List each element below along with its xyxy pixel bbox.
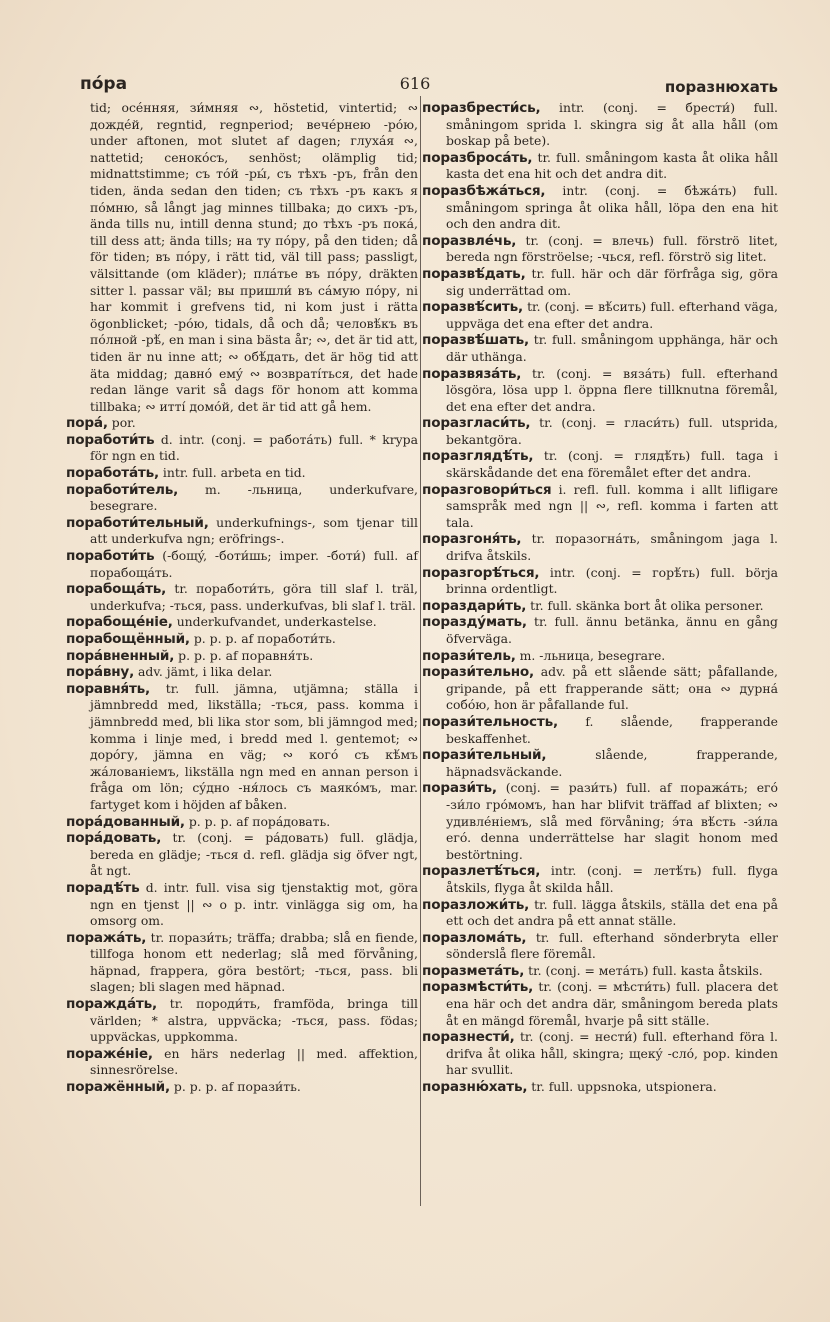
dictionary-entry bbox=[422, 366, 778, 416]
entry-definition: m. -льница, underkufvare, besegrare. bbox=[90, 481, 418, 514]
dictionary-entry bbox=[422, 415, 778, 448]
entry-definition: tr. (conj. = влечь) full. förströ litet, bereda ngn förströelse; -чься, refl. förströ sig litet. bbox=[446, 232, 778, 265]
entry-headword: поработи́ть bbox=[66, 548, 155, 565]
dictionary-entry bbox=[66, 548, 418, 581]
entry-headword: поражáть, bbox=[66, 929, 147, 946]
entry-definition: tr. full. uppsnoka, utspionera. bbox=[531, 1079, 717, 1095]
entry-definition: p. p. p. af поработи́ть. bbox=[193, 631, 336, 646]
right-column bbox=[422, 100, 778, 1096]
dictionary-entry bbox=[66, 681, 418, 814]
entry-definition: p. p. p. af порáдовать. bbox=[188, 813, 331, 829]
dictionary-entry bbox=[66, 1079, 418, 1096]
dictionary-entry bbox=[422, 531, 778, 564]
entry-definition: d. intr. full. visa sig tjenstaktig mot, göra ngn en tjenst || ∾ о p. intr. vinlägga sig om, ha omsorg om. bbox=[90, 879, 418, 929]
dictionary-entry bbox=[422, 897, 778, 930]
entry-headword: поразметáть, bbox=[422, 962, 525, 979]
entry-headword: поразбросáть, bbox=[422, 149, 533, 166]
dictionary-entry bbox=[422, 150, 778, 183]
page-header bbox=[0, 72, 830, 102]
entry-definition: (conj. = рази́ть) full. af поражáть; егó -зи́ло грóмомъ, han har blifvit träffad af blixten; ∾ удивлéніемъ, slå med förvåning; э́та вѣ́сть -зи́ла егó. denna underrättelse har slagit honom med bestörtning. bbox=[446, 780, 778, 862]
entry-definition: tr. full. jämna, utjämna; ställa i jämnbredd med, likställa; -ться, pass. komma i jämnbredd med, bli lika stor som, bli jämngod med; komma i linje med, i bredd med l. gentemot; ∾ дорóгу, jämna en väg; ∾ когó съ кѣ́мъ жáлованіемъ, likställa ngn med en annan person i fråga om lön; сýдно -ня́лось съ маякóмъ, mar. fartyget kom i höjden af båken. bbox=[90, 680, 418, 812]
entry-headword: пораждáть, bbox=[66, 996, 157, 1013]
entry-headword: поравня́ть, bbox=[66, 680, 150, 697]
dictionary-entry bbox=[422, 183, 778, 233]
entry-definition: tr. full. efterhand sönderbryta eller sönderslå flere föremål. bbox=[446, 929, 778, 962]
entry-headword: порáдовать, bbox=[66, 830, 162, 847]
entry-headword: поразгласи́ть, bbox=[422, 415, 531, 432]
entry-definition: tr. (conj. = метáть) full. kasta åtskils. bbox=[528, 962, 763, 978]
entry-headword: порази́ть, bbox=[422, 780, 497, 797]
entry-headword: поразвлéчь, bbox=[422, 232, 517, 249]
dictionary-entry bbox=[422, 233, 778, 266]
dictionary-entry bbox=[66, 664, 418, 681]
entry-headword: порабощённый, bbox=[66, 631, 190, 647]
dictionary-entry bbox=[422, 979, 778, 1029]
dictionary-entry bbox=[422, 299, 778, 332]
dictionary-entry bbox=[66, 581, 418, 614]
header-first-word: пóра bbox=[80, 74, 128, 94]
page-number: 616 bbox=[399, 74, 431, 93]
entry-headword: порабощáть, bbox=[66, 581, 167, 598]
dictionary-entry bbox=[422, 648, 778, 665]
dictionary-entry bbox=[66, 415, 418, 432]
entry-headword: поразвязáть, bbox=[422, 365, 522, 382]
entry-headword: порáдованный, bbox=[66, 813, 185, 830]
dictionary-entry bbox=[422, 863, 778, 896]
entry-headword: поразгорѣ́ться, bbox=[422, 564, 540, 581]
entry-headword: поразнести́, bbox=[422, 1029, 515, 1046]
dictionary-entry bbox=[66, 996, 418, 1046]
entry-definition: adv. på ett slående sätt; påfallande, gripande, på ett frapperande sätt; она ∾ дурнá собóю, hon är påfallande ful. bbox=[446, 664, 778, 713]
entry-headword: поразню́хать, bbox=[422, 1079, 528, 1096]
entry-definition: tr. (conj. = гласи́ть) full. utsprida, bekantgöra. bbox=[446, 415, 778, 447]
entry-definition: slående, frapperande, häpnadsväckande. bbox=[446, 747, 778, 779]
dictionary-entry bbox=[66, 100, 418, 415]
entry-definition: f. slående, frapperande beskaffenhet. bbox=[446, 713, 778, 746]
dictionary-entry bbox=[66, 830, 418, 880]
dictionary-entry bbox=[66, 880, 418, 930]
dictionary-entry bbox=[66, 631, 418, 648]
entry-headword: поработи́тельный, bbox=[66, 514, 209, 531]
entry-definition: tr. (conj. = глядѣ́ть) full. taga i skärskådande det ena föremålet efter det andra. bbox=[446, 448, 778, 481]
entry-headword: порадѣ́ть bbox=[66, 879, 140, 896]
entry-definition: tr. (conj. = мѣсти́ть) full. placera det ena här och det andra där, småningom bereda plats åt en mängd föremål, hvarje på sitt ställe. bbox=[446, 979, 778, 1028]
dictionary-entry bbox=[422, 448, 778, 481]
entry-definition: p. p. p. af порази́ть. bbox=[173, 1079, 301, 1095]
entry-definition: m. -льница, besegrare. bbox=[519, 647, 666, 663]
entry-headword: поразложи́ть, bbox=[422, 896, 530, 913]
entry-headword: поразбѣжáться, bbox=[422, 182, 546, 199]
entry-headword: порá, bbox=[66, 415, 108, 432]
entry-headword: порáвну, bbox=[66, 664, 135, 681]
entry-headword: поразвѣ́шать, bbox=[422, 332, 529, 349]
entry-definition: en härs nederlag || med. affektion, sinnesrörelse. bbox=[90, 1045, 418, 1078]
dictionary-entry bbox=[422, 598, 778, 615]
entry-headword: поработи́тель, bbox=[66, 481, 179, 498]
header-last-word: поразнюхать bbox=[664, 78, 778, 96]
dictionary-entry bbox=[422, 332, 778, 365]
dictionary-entry bbox=[66, 515, 418, 548]
dictionary-entry bbox=[422, 714, 778, 747]
entry-headword: поразговори́ться bbox=[422, 481, 552, 498]
entry-headword: поражённый, bbox=[66, 1079, 170, 1096]
entry-definition: tr. full. lägga åtskils, ställa det ena på ett och det andra på ett annat ställe. bbox=[446, 896, 778, 929]
entry-headword: поразбрести́сь, bbox=[422, 100, 541, 116]
column-divider bbox=[420, 96, 421, 1206]
entry-definition: tr. породи́ть, framföda, bringa till världen; * alstra, uppväcka; -ться, pass. födas; uppväckas, uppkomma. bbox=[90, 996, 418, 1045]
entry-definition: tid; осéнняя, зи́мняя ∾, höstetid, vintertid; ∾ дождéй, regntid, regnperiod; вечéрнею -рóю, under aftonen, mot slutet af dagen; глухáя ∾, nattetid; сенокóсъ, senhöst; olämplig tid; midnattstimme; съ тóй -ры́, съ тѣхъ -ръ, från den tiden, ända sedan den tiden; съ тѣхъ -ръ какъ я пóмню, så långt jag minnes tillbaka; до сихъ -ръ, ända tills nu, intill denna stund; до тѣхъ -ръ покá, till dess att; ända tills; на ту пóру, på den tiden; då för tiden; въ пóру, i rätt tid, väl till pass; passligt, välsittande (om kläder); плáтье въ пóру, dräkten sitter l. passar väl; вы пришли́ въ сáмую пóру, ni har kommit i grefvens tid, ni kom just i rätta ögonblicket; -рóю, tidals, då och då; человѣ́къ въ пóлной -рѣ́, en man i sina bästa år; ∾, det är tid att, tiden är nu inne att; ∾ обѣ́дать, det är hög tid att äta middag; давнó емý ∾ возвратíться, det hade redan länge varit så dags för honom att komma tillbaka; ∾ иттí домóй, det är tid att gå hem. bbox=[90, 100, 419, 414]
entry-headword: пораздари́ть, bbox=[422, 597, 527, 614]
entry-definition: underkufnings-, som tjenar till att underkufva ngn; eröfrings-. bbox=[90, 514, 418, 547]
entry-definition: (-бощý, -боти́шь; imper. -боти́) full. af порабощáть. bbox=[90, 548, 418, 580]
entry-headword: поработáть, bbox=[66, 465, 159, 482]
entry-headword: поразду́мать, bbox=[422, 614, 527, 631]
entry-headword: поразломáть, bbox=[422, 929, 527, 946]
entry-definition: i. refl. full. komma i allt lifligare samspråk med ngn || ∾, refl. komma i farten att tala. bbox=[446, 481, 778, 530]
dictionary-entry bbox=[422, 614, 778, 647]
entry-headword: поразглядѣ́ть, bbox=[422, 448, 534, 465]
entry-headword: порази́тельность, bbox=[422, 713, 558, 730]
entry-definition: tr. full. skänka bort åt olika personer. bbox=[530, 597, 764, 613]
dictionary-entry bbox=[422, 747, 778, 780]
dictionary-entry bbox=[66, 432, 418, 465]
dictionary-entry bbox=[66, 482, 418, 515]
dictionary-entry bbox=[422, 780, 778, 863]
entry-definition: tr. (conj. = рáдовать) full. glädja, bereda en glädje; -ться d. refl. glädja sig öfver ngt, åt ngt. bbox=[90, 830, 418, 879]
dictionary-entry bbox=[422, 482, 778, 532]
entry-definition: tr. full. småningom upphänga, här och där uthänga. bbox=[446, 332, 778, 364]
dictionary-entry bbox=[422, 664, 778, 714]
dictionary-entry bbox=[422, 100, 778, 150]
entry-definition: por. bbox=[111, 415, 136, 431]
entry-definition: tr. поработи́ть, göra till slaf l. träl, underkufva; -ться, pass. underkufvas, bli slaf l. träl. bbox=[90, 581, 418, 613]
entry-headword: поразвѣ́сить, bbox=[422, 299, 523, 316]
dictionary-entry bbox=[422, 930, 778, 963]
entry-headword: поразвѣ́дать, bbox=[422, 265, 526, 282]
entry-definition: d. intr. (conj. = работáть) full. * krypa för ngn en tid. bbox=[90, 431, 418, 464]
entry-definition: intr. (conj. = горѣ́ть) full. börja brinna ordentligt. bbox=[446, 564, 778, 597]
dictionary-entry bbox=[66, 648, 418, 665]
entry-headword: поразмѣсти́ть, bbox=[422, 979, 534, 996]
entry-headword: поразгоня́ть, bbox=[422, 531, 522, 548]
entry-definition: p. p. p. af поравня́ть. bbox=[178, 647, 314, 663]
entry-definition: tr. порази́ть; träffa; drabba; slå en fiende, tillfoga honom ett nederlag; slå med förvåning, häpnad, frappera, göra bestört; -ться, pass. bli slagen; bli slagen med häpnad. bbox=[90, 929, 418, 995]
dictionary-entry bbox=[66, 1046, 418, 1079]
entry-headword: порази́тель, bbox=[422, 647, 516, 664]
entry-definition: tr. full. småningom kasta åt olika håll kasta det ena hit och det andra dit. bbox=[446, 149, 778, 182]
entry-definition: intr. (conj. = летѣ́ть) full. flyga åtskils, flyga åt skilda håll. bbox=[446, 863, 778, 895]
entry-definition: intr. (conj. = брести́) full. småningom sprida l. skingra sig åt alla håll (om boskap på bete). bbox=[446, 100, 778, 149]
entry-definition: tr. поразогнáть, småningom jaga l. drifva åtskils. bbox=[446, 531, 778, 564]
dictionary-entry bbox=[66, 814, 418, 831]
dictionary-entry bbox=[422, 266, 778, 299]
dictionary-entry bbox=[422, 1079, 778, 1096]
dictionary-entry bbox=[422, 565, 778, 598]
entry-headword: поражéніе, bbox=[66, 1045, 153, 1062]
entry-headword: поразлетѣ́ться, bbox=[422, 863, 541, 880]
left-column bbox=[66, 100, 418, 1096]
entry-definition: underkufvandet, underkastelse. bbox=[176, 614, 377, 630]
entry-definition: intr. (conj. = бѣжáть) full. småningom springa åt olika håll, löpa den ena hit och den andra dit. bbox=[446, 182, 778, 232]
entry-definition: adv. jämt, i lika delar. bbox=[138, 664, 273, 680]
dictionary-entry bbox=[422, 1029, 778, 1079]
entry-definition: tr. (conj. = вѣ́сить) full. efterhand väga, uppväga det ena efter det andra. bbox=[446, 299, 778, 331]
entry-headword: порáвненный, bbox=[66, 647, 175, 664]
dictionary-entry bbox=[66, 465, 418, 482]
dictionary-entry bbox=[422, 963, 778, 980]
dictionary-entry bbox=[66, 930, 418, 996]
entry-definition: tr. (conj. = нести́) full. efterhand föra l. drifva åt olika håll, skingra; щекý -слó, pop. kinden har svullit. bbox=[446, 1029, 778, 1078]
entry-definition: tr. (conj. = вязáть) full. efterhand lösgöra, lösa upp l. öppna flere tillknutna föremål, det ena efter det andra. bbox=[446, 365, 778, 414]
entry-headword: порази́тельно, bbox=[422, 664, 535, 681]
entry-headword: порази́тельный, bbox=[422, 747, 547, 764]
entry-definition: tr. full. ännu betänka, ännu en gång öfverväga. bbox=[446, 614, 778, 646]
entry-headword: поработи́ть bbox=[66, 431, 155, 448]
entry-definition: tr. full. här och där förfråga sig, göra sig underrättad om. bbox=[446, 265, 778, 298]
entry-headword: порабощéніе, bbox=[66, 614, 173, 631]
dictionary-entry bbox=[66, 614, 418, 631]
entry-definition: intr. full. arbeta en tid. bbox=[162, 465, 306, 481]
